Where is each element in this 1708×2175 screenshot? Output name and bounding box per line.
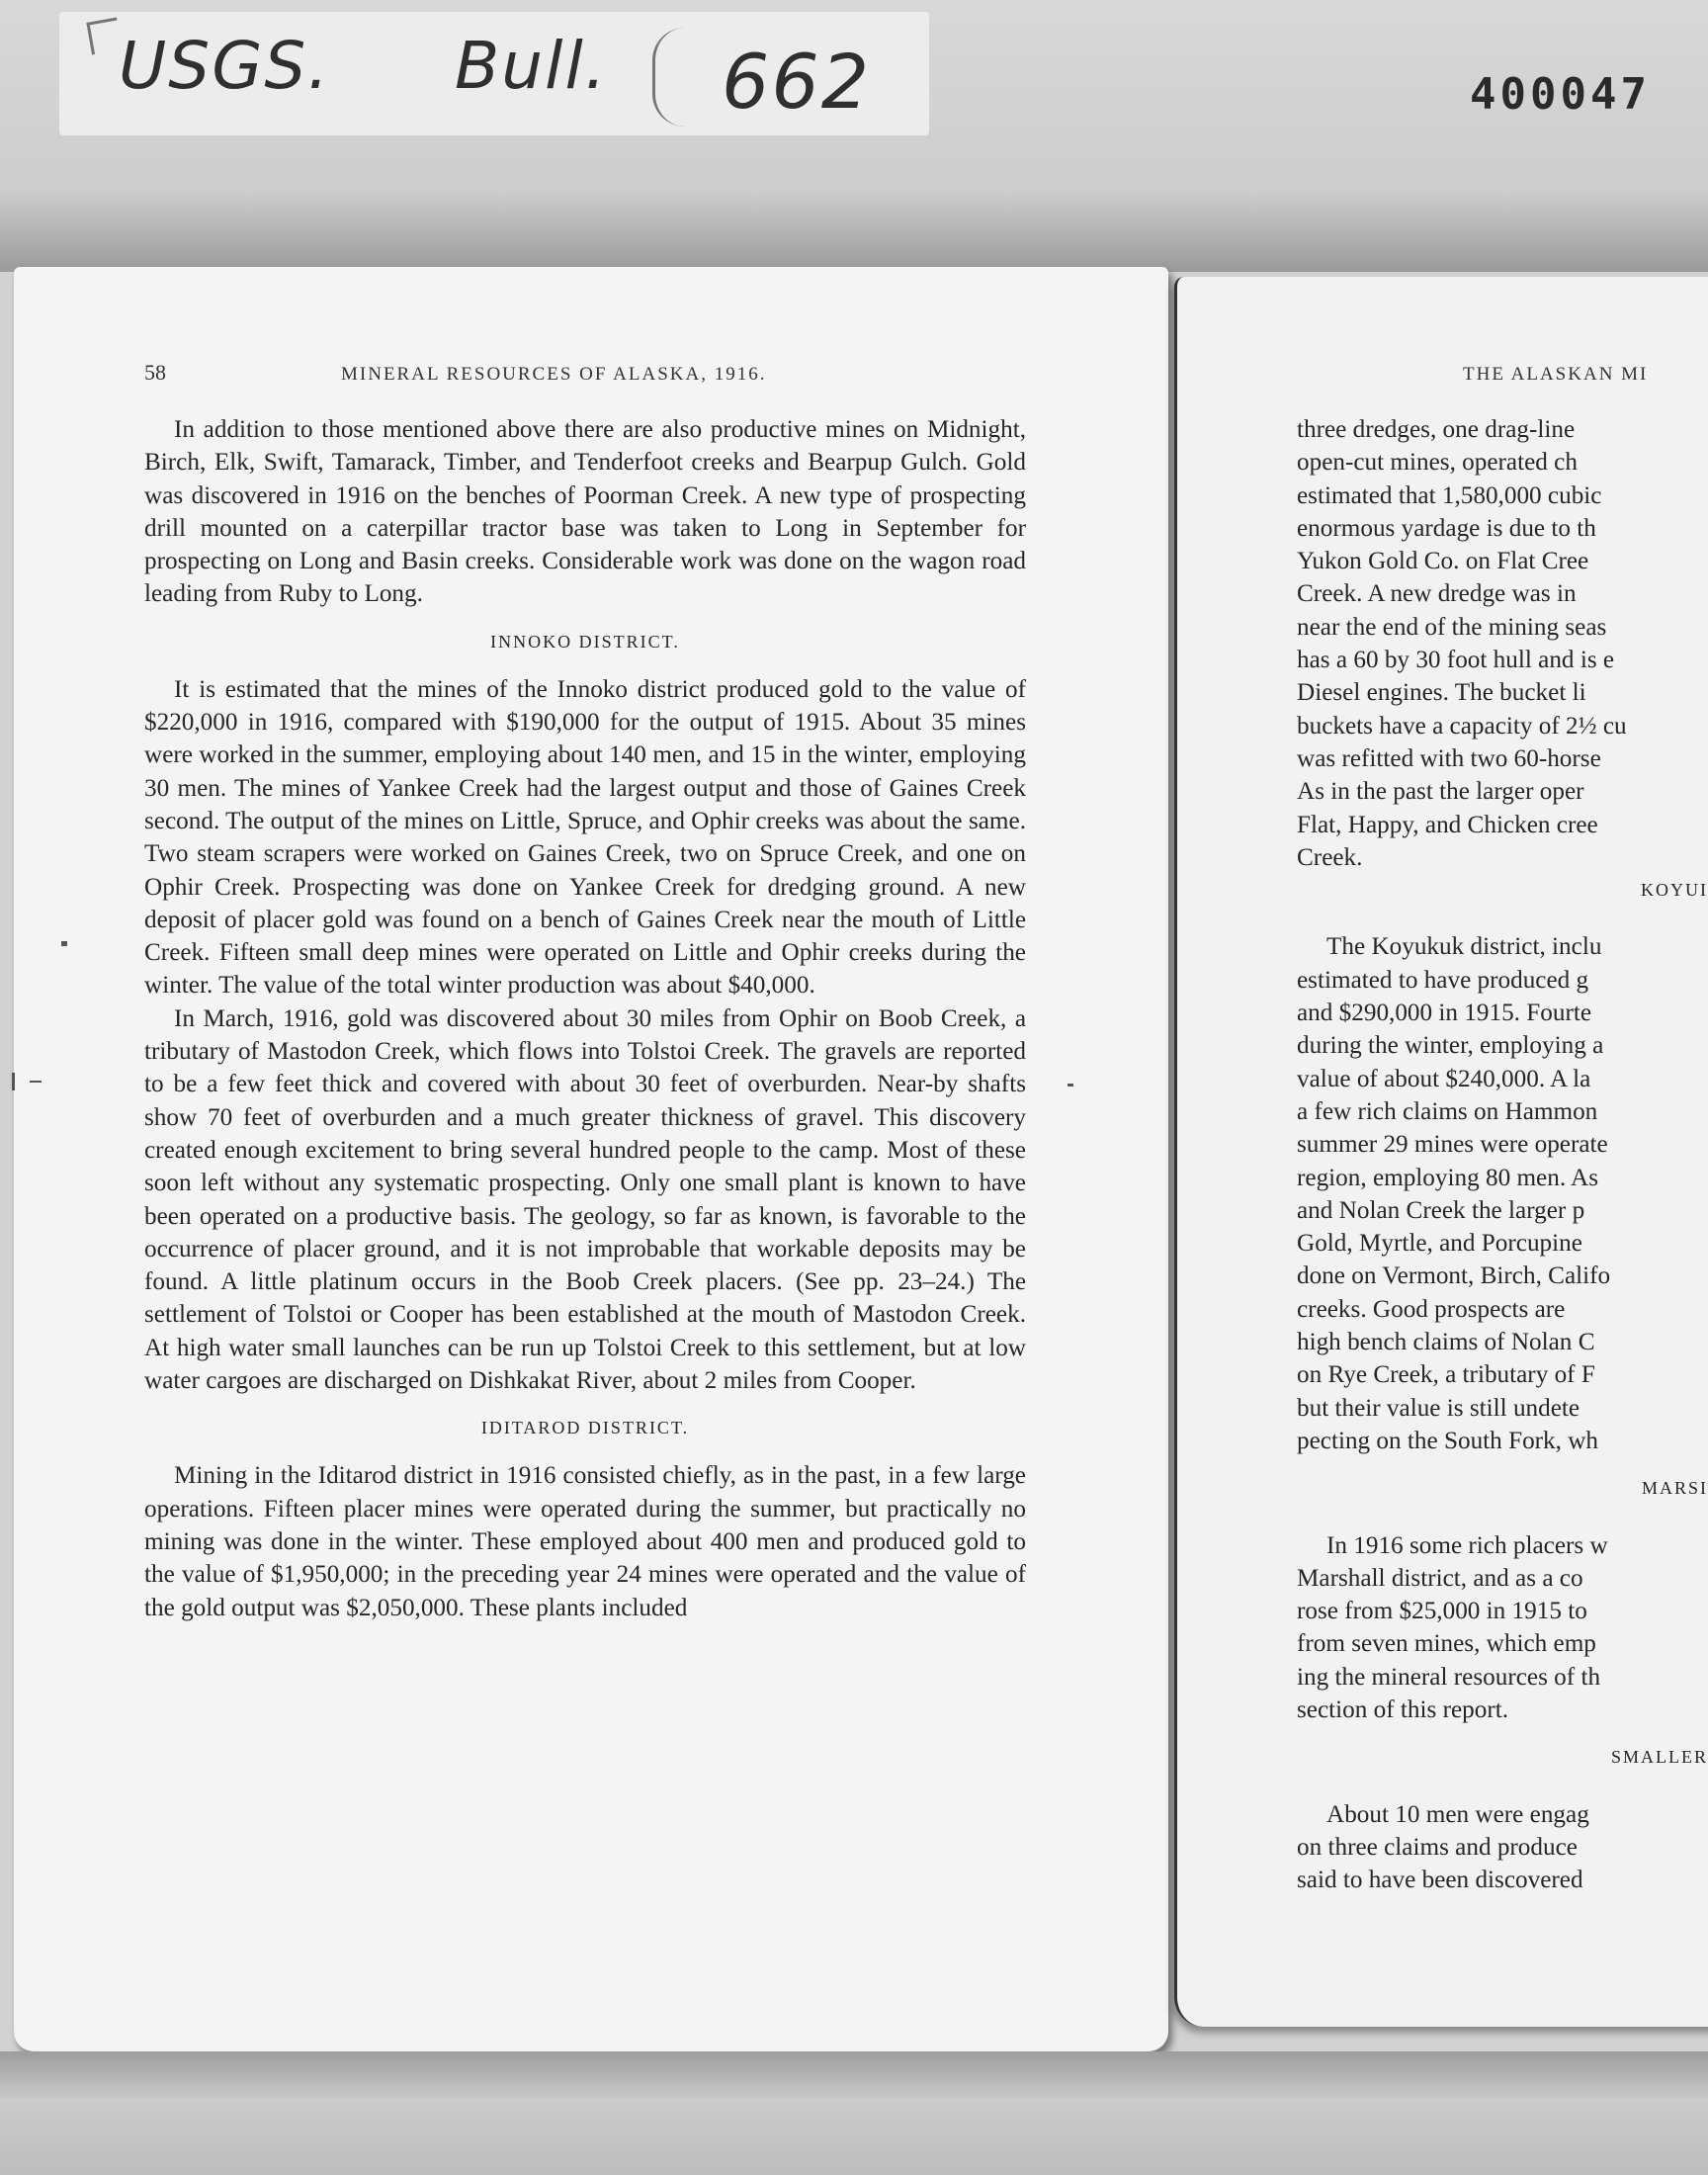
handwritten-bracket	[652, 28, 685, 127]
page-number: 58	[144, 360, 166, 385]
right-text-line: region, employing 80 men. As	[1297, 1164, 1599, 1191]
right-block-dredges	[1297, 413, 1708, 874]
running-head-right: THE ALASKAN MI	[1463, 364, 1649, 385]
heading-smaller-districts: SMALLER	[1610, 1747, 1708, 1768]
right-text-column	[1297, 413, 1708, 1916]
right-text-line: was refitted with two 60-horse	[1297, 744, 1601, 772]
right-text-line: The Koyukuk district, inclu	[1326, 933, 1602, 961]
right-text-line: Flat, Happy, and Chicken cree	[1297, 811, 1598, 838]
heading-marshall-district: MARSI	[1641, 1478, 1708, 1499]
right-block-marshall	[1297, 1529, 1708, 1727]
right-text-line: from seven mines, which emp	[1297, 1630, 1596, 1658]
right-block-koyukuk	[1297, 930, 1708, 1457]
right-text-line: said to have been discovered	[1297, 1867, 1583, 1894]
handwritten-tick-mark	[86, 18, 122, 55]
scan-speck	[30, 1081, 42, 1083]
right-text-line: section of this report.	[1297, 1696, 1509, 1723]
paragraph-additional-mines: In addition to those mentioned above there are also productive mines on Midnight, Birch, Elk, Swift, Tamarack, Timber, and Tenderfoot creeks and Bearpup Gulch. Gold was discovered in 1916 on the benches of Poorman Creek. A new type of prospecting drill mounted on a caterpillar tractor base was taken to Long in September for prospecting on Long and Basin creeks. Considerable work was done on the wagon road leading from Ruby to Long.	[144, 416, 1026, 608]
right-text-line: high bench claims of Nolan C	[1297, 1329, 1595, 1356]
right-text-line: rose from $25,000 in 1915 to	[1297, 1598, 1587, 1625]
right-text-line: Gold, Myrtle, and Porcupine	[1297, 1230, 1582, 1258]
right-text-line: enormous yardage is due to th	[1297, 514, 1596, 542]
right-text-line: ing the mineral resources of th	[1297, 1663, 1601, 1691]
scan-speck	[61, 941, 67, 946]
right-block-smaller	[1297, 1798, 1708, 1897]
right-text-line: three dredges, one drag-line	[1297, 416, 1576, 443]
heading-innoko-district: INNOKO DISTRICT.	[490, 631, 680, 652]
scan-speck	[12, 1073, 15, 1090]
right-text-line: value of about $240,000. A la	[1297, 1065, 1591, 1092]
right-text-line: but their value is still undete	[1297, 1394, 1580, 1422]
right-text-line: buckets have a capacity of 2½ cu	[1297, 712, 1627, 740]
handwritten-usgs: USGS.	[119, 28, 331, 104]
paragraph-iditarod-mining: Mining in the Iditarod district in 1916 consisted chiefly, as in the past, in a few large operations. Fifteen placer mines were operated during the summer, but practically no mining was done in the winter. These employed about 400 men and produced gold to the value of $1,950,000; in the preceding year 24 mines were operated and the value of the gold output was $2,050,000. These plants included	[144, 1462, 1026, 1621]
right-text-line: Creek.	[1297, 843, 1363, 871]
right-text-line: pecting on the South Fork, wh	[1297, 1427, 1599, 1454]
right-text-line: a few rich claims on Hammon	[1297, 1097, 1598, 1125]
right-text-line: Yukon Gold Co. on Flat Cree	[1297, 548, 1589, 575]
scan-speck	[1068, 1084, 1073, 1087]
archive-stamp-number: 400047	[1470, 69, 1651, 120]
right-text-line: Diesel engines. The bucket li	[1297, 679, 1586, 707]
heading-iditarod-district: IDITAROD DISTRICT.	[480, 1418, 690, 1438]
right-text-line: estimated that 1,580,000 cubic	[1297, 481, 1602, 509]
right-text-line: About 10 men were engag	[1326, 1800, 1589, 1828]
heading-koyukuk-district: KOYUI	[1641, 880, 1708, 901]
right-text-line: has a 60 by 30 foot hull and is e	[1297, 647, 1615, 674]
right-text-line: summer 29 mines were operate	[1297, 1131, 1608, 1159]
right-text-line: creeks. Good prospects are	[1297, 1295, 1566, 1323]
right-text-line: Marshall district, and as a co	[1297, 1564, 1583, 1592]
scan-bottom-margin	[0, 2051, 1708, 2175]
running-head-left: MINERAL RESOURCES OF ALASKA, 1916.	[341, 364, 767, 385]
left-text-column	[144, 413, 1026, 1624]
right-text-line: on three claims and produce	[1297, 1833, 1578, 1861]
right-text-line: estimated to have produced g	[1297, 966, 1589, 994]
paragraph-innoko-production: It is estimated that the mines of the Innoko district produced gold to the value of $220,000 in 1916, compared with $190,000 for the output of 1915. About 35 mines were worked in the summer, employing about 140 men, and 15 in the winter, employing 30 men. The mines of Yankee Creek had the largest output and those of Gaines Creek second. The output of the mines on Little, Spruce, and Ophir creeks was about the same. Two steam scrapers were worked on Gaines Creek, two on Spruce Creek, and one on Ophir Creek. Prospecting was done on Yankee Creek for dredging ground. A new deposit of placer gold was found on a bench of Gaines Creek near the mouth of Little Creek. Fifteen small deep mines were operated on Little and Ophir creeks during the winter. The value of the total winter production was about $40,000.	[144, 675, 1026, 1000]
right-text-line: near the end of the mining seas	[1297, 613, 1607, 641]
paragraph-boob-creek-discovery: In March, 1916, gold was discovered about 30 miles from Ophir on Boob Creek, a tributary of Mastodon Creek, which flows into Tolstoi Creek. The gravels are reported to be a few feet thick and covered with about 30 feet of overburden. Near-by shafts show 70 feet of overburden and a much greater thickness of gravel. This discovery created enough excitement to bring several hundred people to the camp. Most of these soon left without any systematic prospecting. Only one small plant is known to have been operated on a productive basis. The geology, so far as known, is favorable to the occurrence of placer ground, and it is not improbable that workable deposits may be found. A little platinum occurs in the Boob Creek placers. (See pp. 23–24.) The settlement of Tolstoi or Cooper has been established at the mouth of Mastodon Creek. At high water small launches can be run up Tolstoi Creek to this settlement, but at low water cargoes are discharged on Dishkakat River, about 2 miles from Cooper.	[144, 1004, 1026, 1395]
right-text-line: done on Vermont, Birch, Califo	[1297, 1262, 1611, 1290]
right-text-line: As in the past the larger oper	[1297, 778, 1584, 806]
handwritten-bull: Bull.	[455, 28, 608, 104]
right-text-line: during the winter, employing a	[1297, 1032, 1604, 1060]
right-text-line: In 1916 some rich placers w	[1326, 1531, 1608, 1559]
right-text-line: Creek. A new dredge was in	[1297, 580, 1577, 608]
right-text-line: open-cut mines, operated ch	[1297, 449, 1578, 477]
right-text-line: and Nolan Creek the larger p	[1297, 1196, 1585, 1224]
right-text-line: and $290,000 in 1915. Fourte	[1297, 1000, 1592, 1027]
right-text-line: on Rye Creek, a tributary of F	[1297, 1361, 1595, 1389]
handwritten-bulletin-number: 662	[722, 38, 872, 126]
